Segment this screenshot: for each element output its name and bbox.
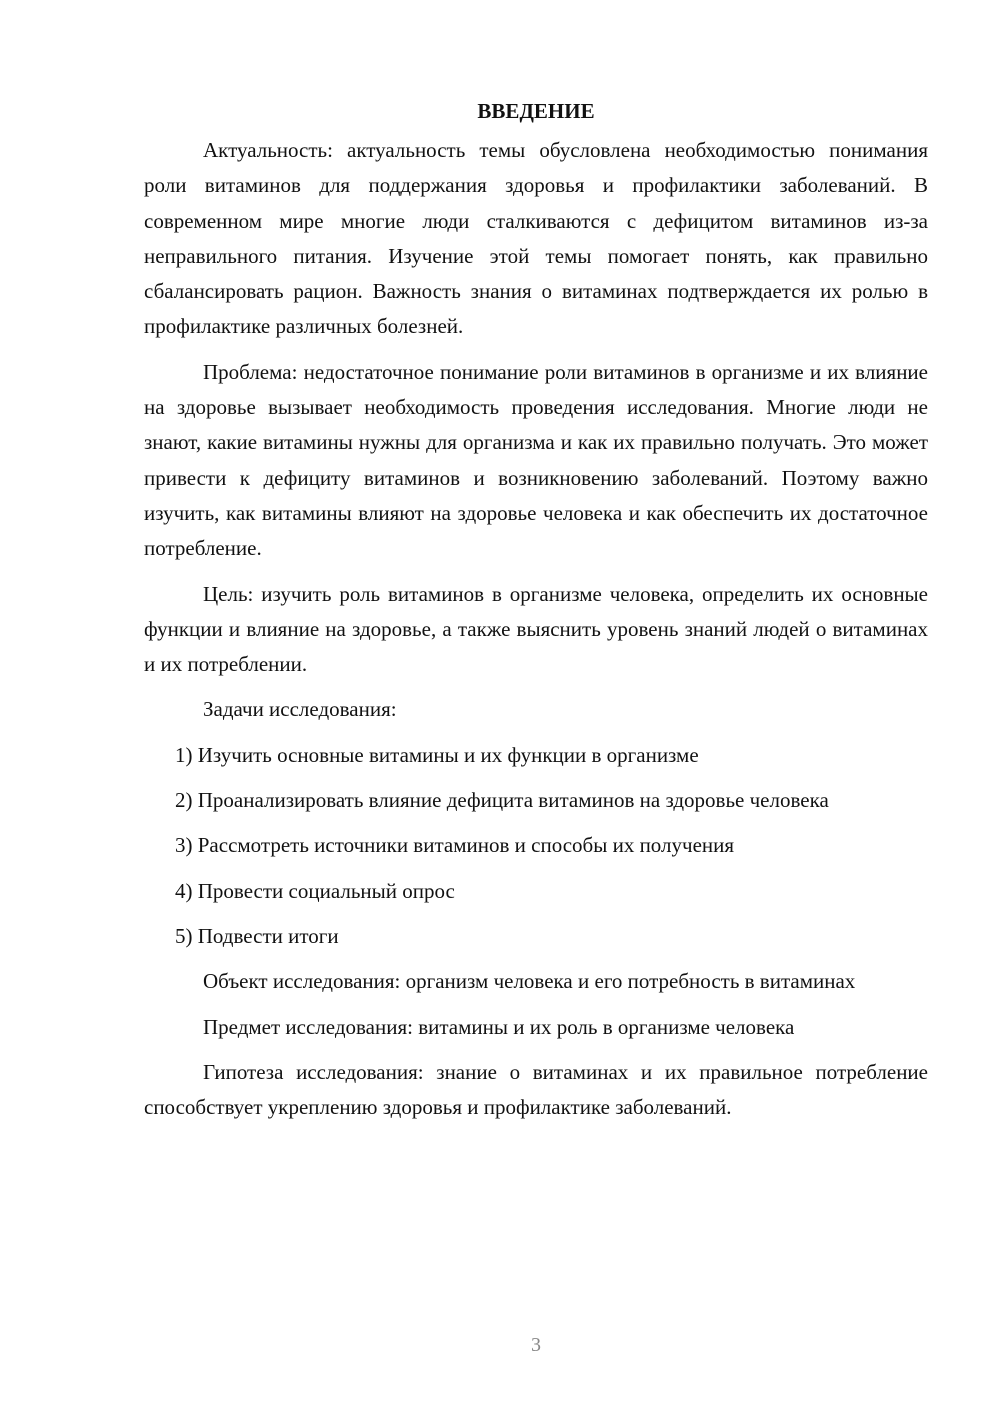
object-paragraph: Объект исследования: организм человека и его потребность в витаминах: [203, 969, 856, 994]
relevance-paragraph: Актуальность: актуальность темы обусловлена необходимостью понимания роли витаминов для поддержания здоровья и профилактики заболеваний. В современном мире многие люди сталкиваются с дефицитом витаминов из-за неправильного питания. Изучение этой темы помогает понять, как правильно сбалансировать рацион. Важность знания о витаминах подтверждается их ролью в профилактике различных болезней.: [144, 138, 928, 339]
task-item: 5) Подвести итоги: [175, 923, 339, 948]
page-content: [144, 96, 928, 1135]
subject-paragraph: Предмет исследования: витамины и их роль в организме человека: [203, 1014, 795, 1039]
hypothesis-paragraph: Гипотеза исследования: знание о витаминах и их правильное потребление способствует укреплению здоровья и профилактике заболеваний.: [144, 1059, 928, 1120]
task-item: 3) Рассмотреть источники витаминов и способы их получения: [175, 833, 735, 858]
goal-paragraph: Цель: изучить роль витаминов в организме человека, определить их основные функции и влияние на здоровье, а также выяснить уровень знаний людей о витаминах и их потреблении.: [144, 581, 928, 677]
task-item: 4) Провести социальный опрос: [175, 878, 455, 903]
tasks-heading: Задачи исследования:: [203, 697, 397, 722]
problem-paragraph: Проблема: недостаточное понимание роли витаминов в организме и их влияние на здоровье вызывает необходимость проведения исследования. Многие люди не знают, какие витамины нужны для организма и как их правильно получать. Это может привести к дефициту витаминов и возникновению заболеваний. Поэтому важно изучить, как витамины влияют на здоровье человека и как обеспечить их достаточное потребление.: [144, 359, 928, 561]
page-number: 3: [531, 1334, 541, 1356]
section-title: ВВЕДЕНИЕ: [477, 99, 595, 123]
task-item: 2) Проанализировать влияние дефицита витаминов на здоровье человека: [175, 788, 829, 813]
task-item: 1) Изучить основные витамины и их функции в организме: [175, 742, 699, 767]
